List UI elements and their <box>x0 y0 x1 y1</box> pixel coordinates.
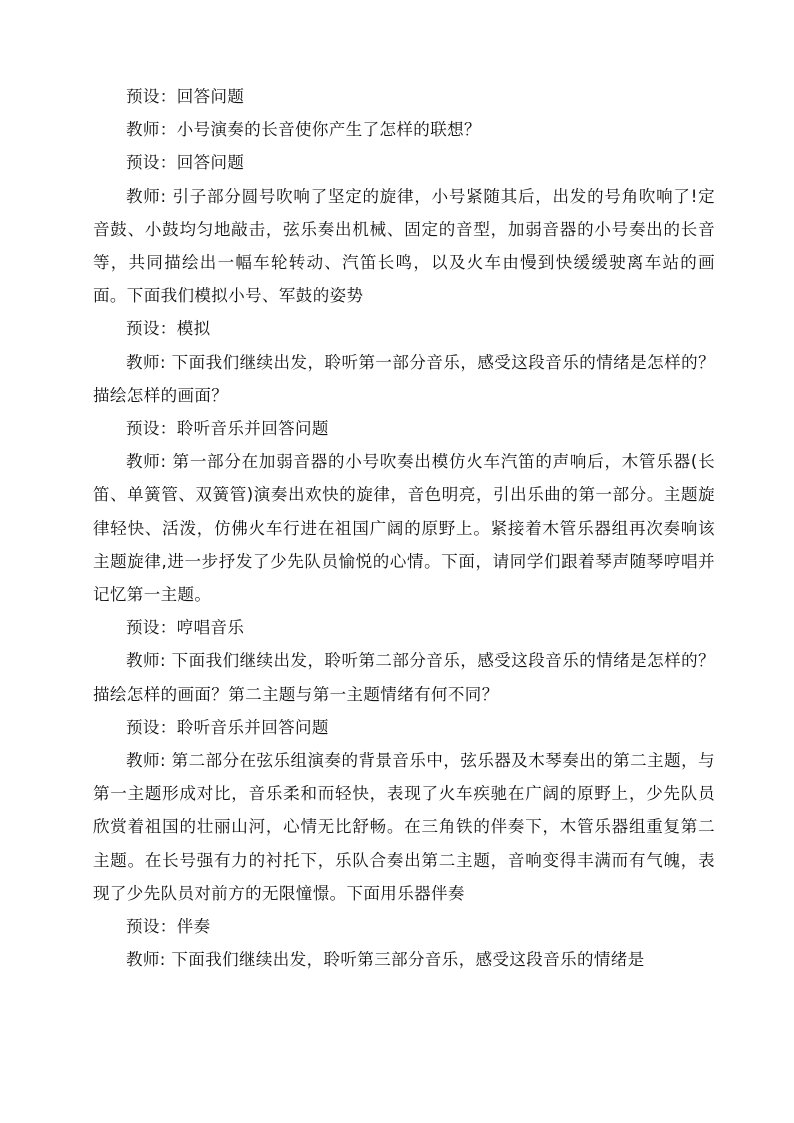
paragraph-teacher: 教师: 第一部分在加弱音器的小号吹奏出模仿火车汽笛的声响后，木管乐器(长笛、单簧管、双簧管)演奏出欢快的旋律，音色明亮，引出乐曲的第一部分。主题旋律轻快、活泼，仿佛火车行进在祖国广阔的原野上。紧接着木管乐器组再次奏响该主题旋律,进一步抒发了少先队员愉悦的心情。下面，请同学们跟着琴声随琴哼唱并记忆第一主题。 <box>93 452 715 605</box>
paragraph-teacher: 教师：小号演奏的长音使你产生了怎样的联想？ <box>126 120 481 140</box>
paragraph-teacher: 教师: 引子部分圆号吹响了坚定的旋律，小号紧随其后，出发的号角吹响了!定音鼓、小鼓均匀地敲击，弦乐奏出机械、固定的音型，加弱音器的小号奏出的长音等，共同描绘出一幅车轮转动、汽笛长鸣，以及火车由慢到快缓缓驶离车站的画面。下面我们模拟小号、军鼓的姿势 <box>93 186 715 306</box>
paragraph-teacher: 教师: 下面我们继续出发，聆听第二部分音乐，感受这段音乐的情绪是怎样的？描绘怎样的画面？第二主题与第一主题情绪有何不同？ <box>93 651 715 704</box>
paragraph-preset: 预设：模拟 <box>126 319 211 339</box>
document-body <box>93 80 715 976</box>
paragraph-teacher: 教师: 第二部分在弦乐组演奏的背景音乐中，弦乐器及木琴奏出的第二主题，与第一主题形成对比，音乐柔和而轻快，表现了火车疾驰在广阔的原野上，少先队员欣赏着祖国的壮丽山河，心情无比舒畅。在三角铁的伴奏下，木管乐器组重复第二主题。在长号强有力的衬托下，乐队合奏出第二主题，音响变得丰满而有气魄，表现了少先队员对前方的无限憧憬。下面用乐器伴奏 <box>93 751 715 903</box>
paragraph-teacher: 教师: 下面我们继续出发，聆听第一部分音乐，感受这段音乐的情绪是怎样的？描绘怎样的画面？ <box>93 352 715 405</box>
paragraph-preset: 预设：回答问题 <box>126 153 245 173</box>
paragraph-teacher: 教师: 下面我们继续出发，聆听第三部分音乐，感受这段音乐的情绪是 <box>126 950 645 970</box>
paragraph-preset: 预设：哼唱音乐 <box>126 618 245 638</box>
paragraph-preset: 预设：伴奏 <box>126 917 211 937</box>
paragraph-preset: 预设：聆听音乐并回答问题 <box>126 419 329 439</box>
paragraph-preset: 预设：回答问题 <box>126 87 245 106</box>
paragraph-preset: 预设：聆听音乐并回答问题 <box>126 717 329 737</box>
